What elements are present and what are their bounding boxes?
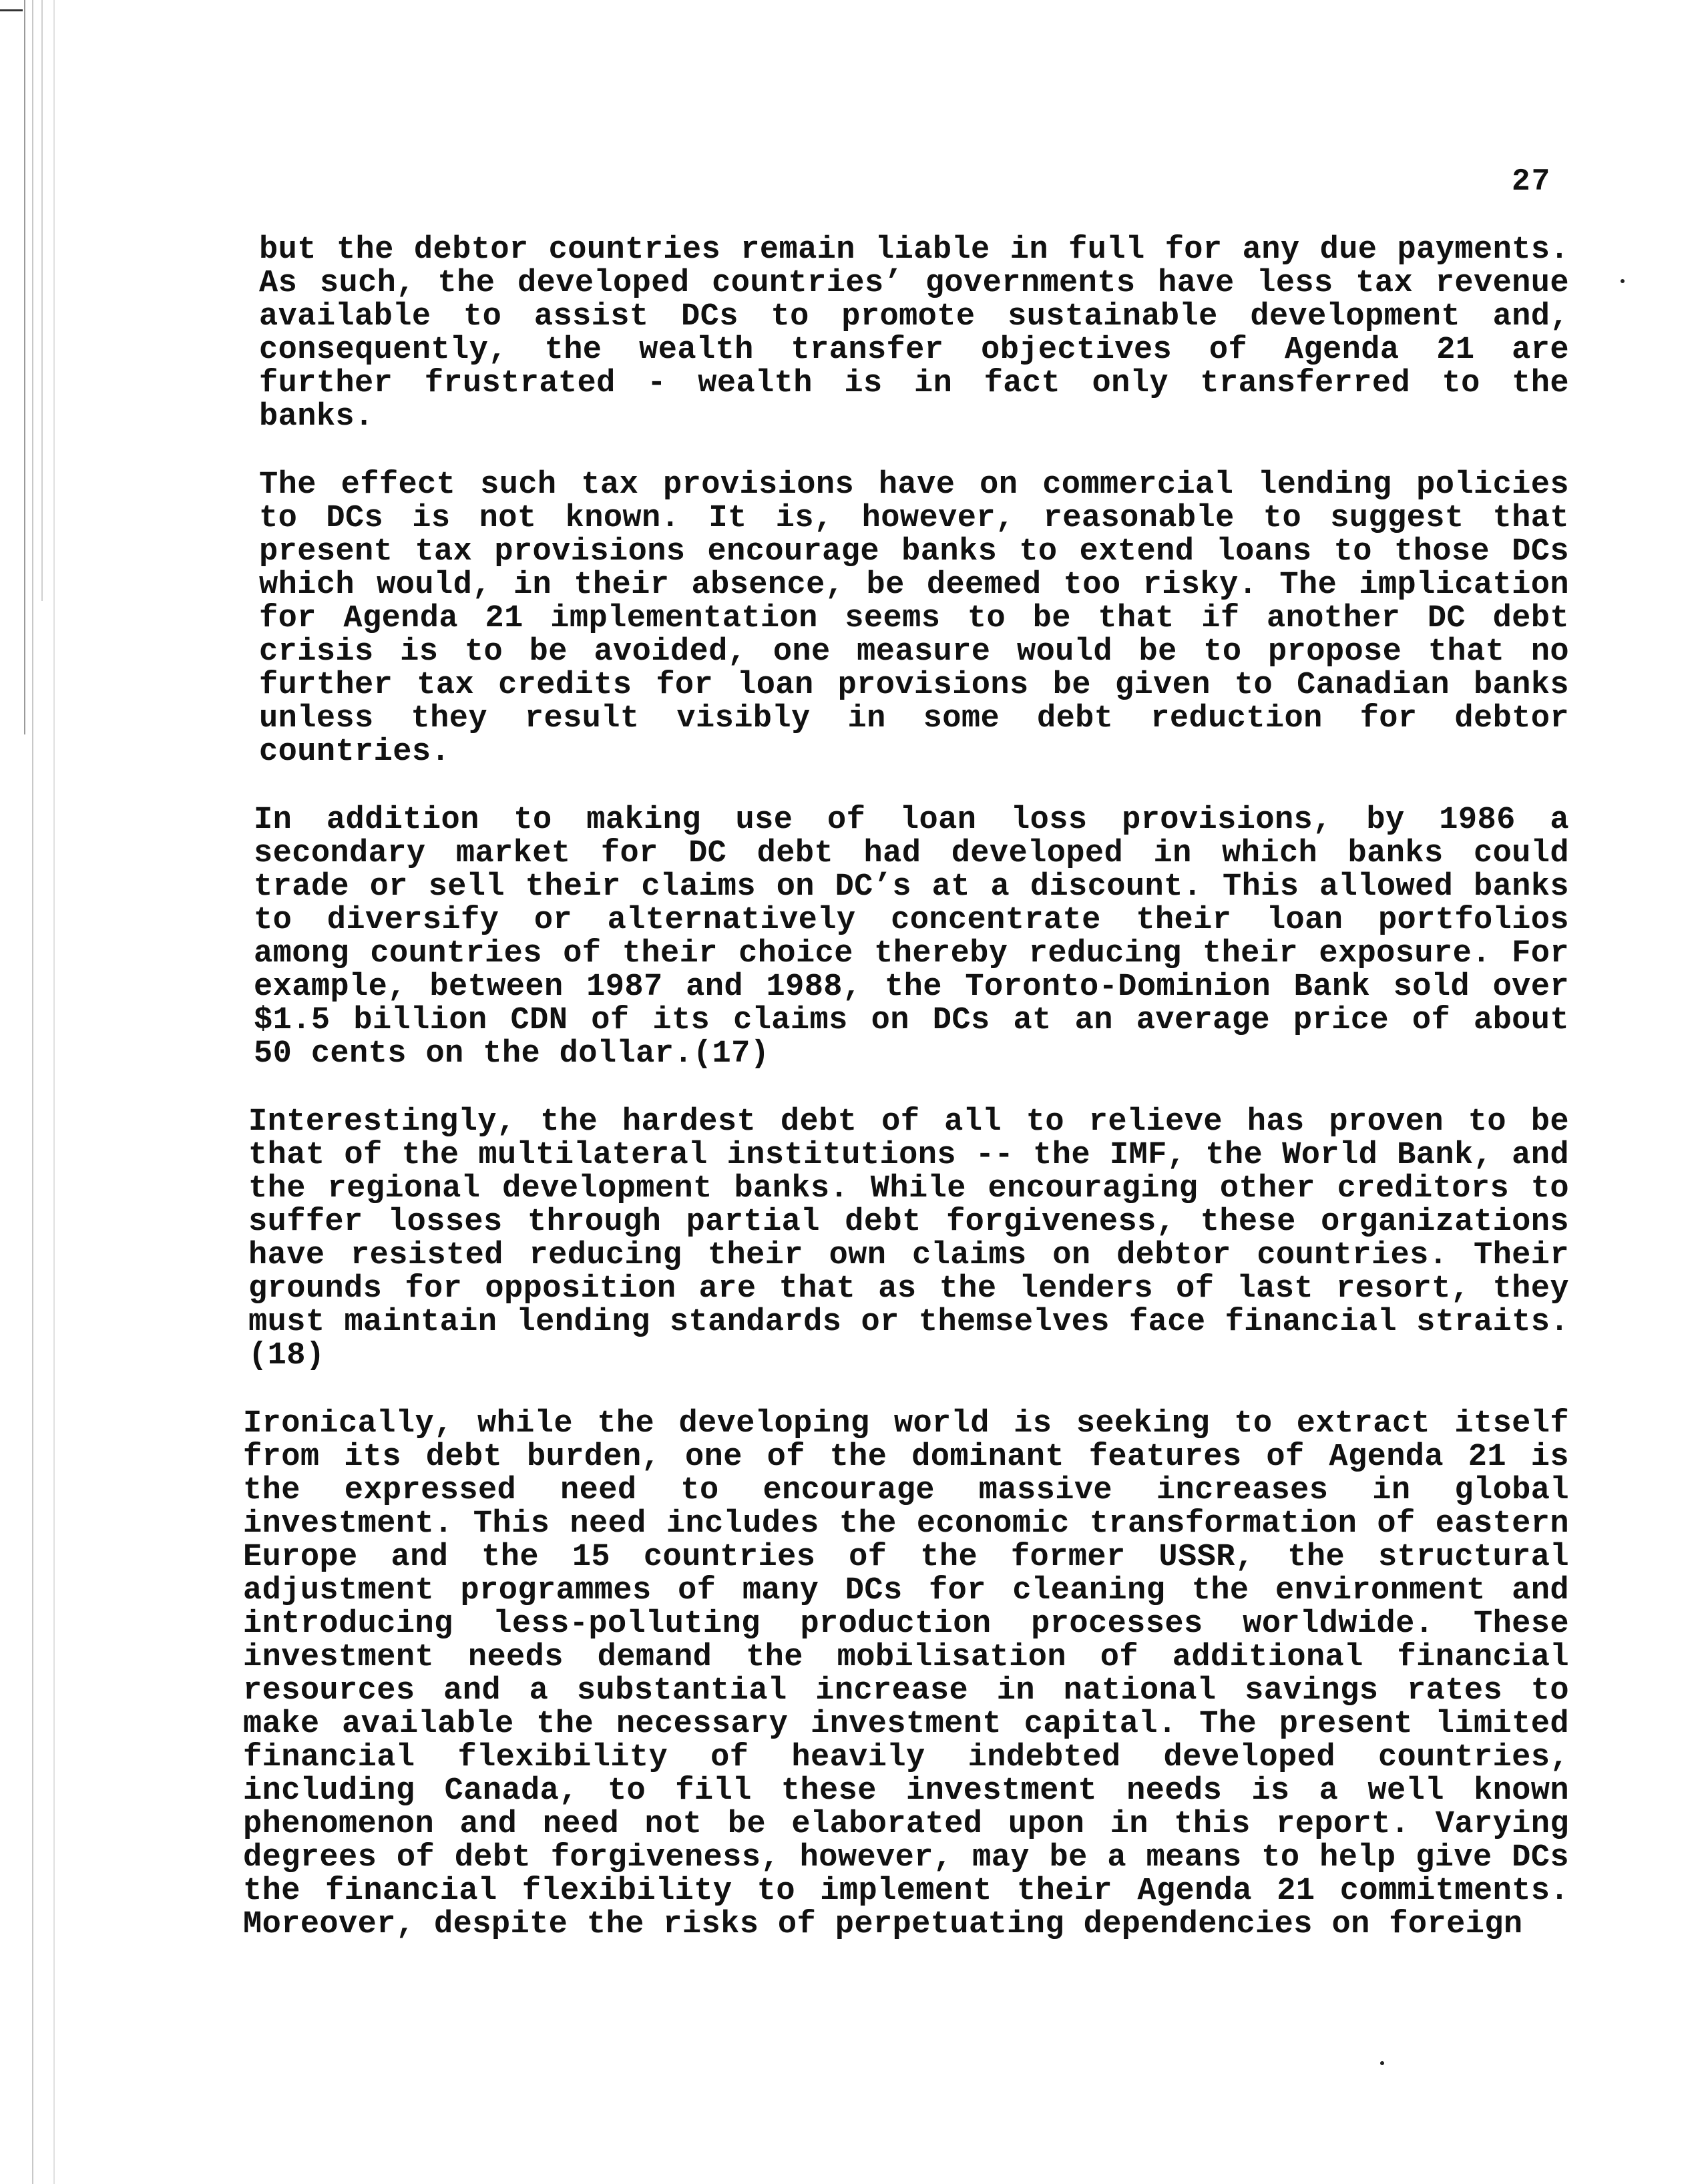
paragraph: Interestingly, the hardest debt of all to relieve has proven to be that of the multilateral institutions -- the IMF, the World Bank, and the regional development banks. While encouraging other creditors to suffer losses through partial debt forgiveness, these organizations have resisted reducing their own claims on debtor countries. Their grounds for opposition are that as the lenders of last resort, they must maintain lending standards or themselves face financial straits.(18) xyxy=(248,1104,1569,1373)
scan-edge-line xyxy=(41,0,43,601)
scan-edge-line xyxy=(24,0,25,734)
paragraph: The effect such tax provisions have on commercial lending policies to DCs is not known. It is, however, reasonable to suggest that present tax provisions encourage banks to extend loans to those DCs which would, in their absence, be deemed too risky. The implication for Agenda 21 implementation seems to be that if another DC debt crisis is to be avoided, one measure would be to propose that no further tax credits for loan provisions be given to Canadian banks unless they result visibly in some debt reduction for debtor countries. xyxy=(259,467,1569,770)
body-text xyxy=(243,232,1569,1976)
page-number: 27 xyxy=(1512,164,1552,199)
paragraph: Ironically, while the developing world is seeking to extract itself from its debt burden, one of the dominant features of Agenda 21 is the expressed need to encourage massive increases in global investment. This need includes the economic transformation of eastern Europe and the 15 countries of the former USSR, the structural adjustment programmes of many DCs for cleaning the environment and introducing less-polluting production processes worldwide. These investment needs demand the mobilisation of additional financial resources and a substantial increase in national savings rates to make available the necessary investment capital. The present limited financial flexibility of heavily indebted developed countries, including Canada, to fill these investment needs is a well known phenomenon and need not be elaborated upon in this report. Varying degrees of debt forgiveness, however, may be a means to help give DCs the financial flexibility to implement their Agenda 21 commitments. Moreover, despite the risks of perpetuating dependencies on foreign xyxy=(243,1406,1569,1942)
scan-edge-line xyxy=(53,0,55,2184)
scan-edge-line xyxy=(32,0,33,2184)
paragraph: but the debtor countries remain liable in full for any due payments. As such, the developed countries’ governments have less tax revenue available to assist DCs to promote sustainable development and, consequently, the wealth transfer objectives of Agenda 21 are further frustrated - wealth is in fact only transferred to the banks. xyxy=(259,232,1569,435)
scan-edge-mark xyxy=(0,9,23,11)
scan-speck xyxy=(1380,2061,1384,2065)
paragraph: In addition to making use of loan loss provisions, by 1986 a secondary market for DC debt had developed in which banks could trade or sell their claims on DC’s at a discount. This allowed banks to diversify or alternatively concentrate their loan portfolios among countries of their choice thereby reducing their exposure. For example, between 1987 and 1988, the Toronto-Dominion Bank sold over $1.5 billion CDN of its claims on DCs at an average price of about 50 cents on the dollar.(17) xyxy=(254,803,1569,1072)
scan-speck xyxy=(1621,279,1625,283)
